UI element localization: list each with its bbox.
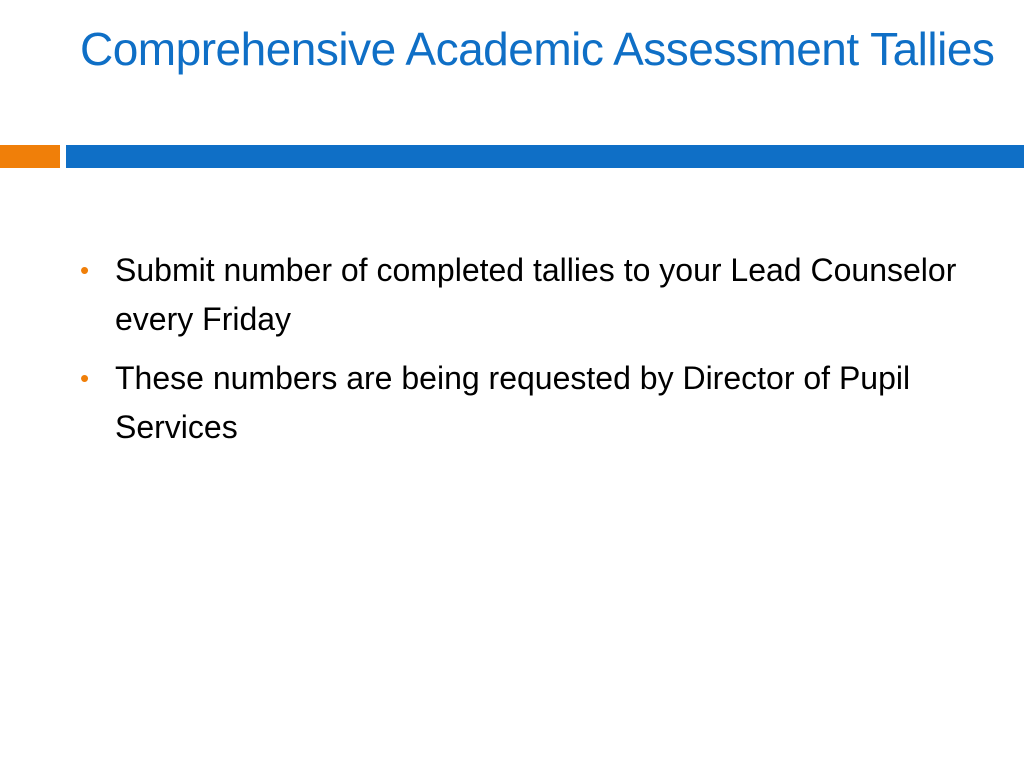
accent-bar-orange xyxy=(0,145,60,168)
bullet-list xyxy=(80,246,980,462)
bullet-item xyxy=(80,354,980,452)
slide-title: Comprehensive Academic Assessment Tallies xyxy=(80,23,995,75)
accent-bar-blue xyxy=(66,145,1024,168)
bullet-marker-icon: • xyxy=(80,363,90,393)
bullet-marker-icon: • xyxy=(80,255,90,285)
bullet-text: These numbers are being requested by Director of Pupil Services xyxy=(115,360,911,445)
bullet-text: Submit number of completed tallies to your Lead Counselor every Friday xyxy=(115,252,957,337)
bullet-item xyxy=(80,246,980,344)
